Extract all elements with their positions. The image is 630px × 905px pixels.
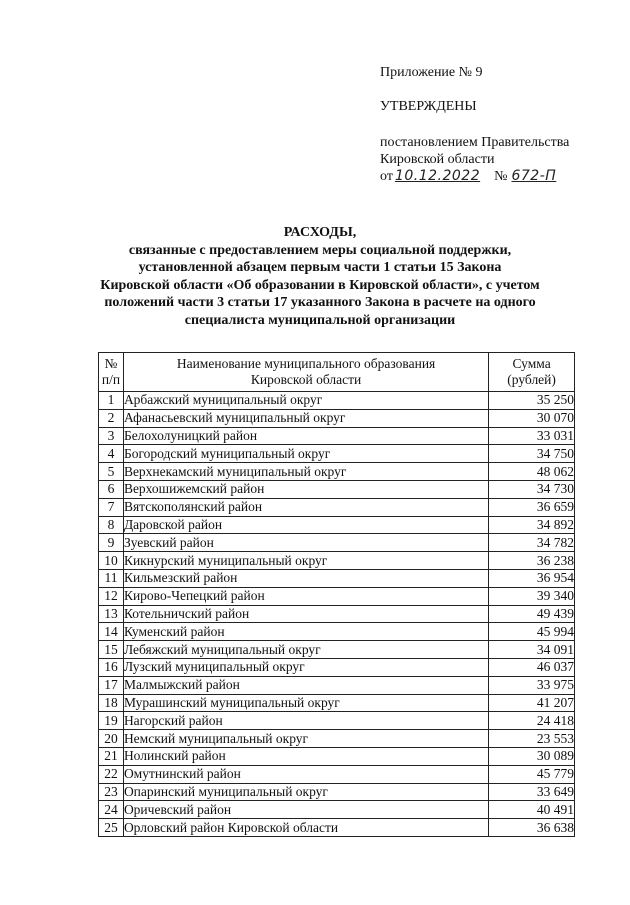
row-number: 12 — [99, 587, 124, 605]
header-num-line-1: № — [104, 356, 118, 371]
row-number: 2 — [99, 409, 124, 427]
row-municipality: Афанасьевский муниципальный округ — [123, 409, 488, 427]
row-sum: 39 340 — [489, 587, 575, 605]
row-sum: 36 238 — [489, 552, 575, 570]
row-number: 8 — [99, 516, 124, 534]
row-sum: 40 491 — [489, 801, 575, 819]
decree-block — [380, 134, 569, 185]
document-title — [60, 224, 580, 330]
row-sum: 30 089 — [489, 747, 575, 765]
title-line-2: установленной абзацем первым части 1 статьи 15 Закона — [138, 260, 502, 276]
row-municipality: Котельничский район — [123, 605, 488, 623]
row-number: 4 — [99, 445, 124, 463]
row-sum: 48 062 — [489, 463, 575, 481]
header-num-line-2: п/п — [101, 372, 121, 387]
table-row — [99, 480, 575, 498]
table-row — [99, 409, 575, 427]
row-municipality: Кильмезский район — [123, 569, 488, 587]
row-number: 18 — [99, 694, 124, 712]
title-line-1: связанные с предоставлением меры социальной поддержки, — [128, 242, 512, 258]
table-row — [99, 730, 575, 748]
decree-line-2: Кировской области — [380, 152, 495, 167]
handwritten-number: 672-П — [511, 168, 557, 184]
row-municipality: Белохолуницкий район — [123, 427, 488, 445]
header-name — [123, 353, 488, 392]
table-row — [99, 569, 575, 587]
table-row — [99, 445, 575, 463]
header-name-line-1: Наименование муниципального образования — [176, 356, 436, 371]
row-sum: 41 207 — [489, 694, 575, 712]
row-sum: 33 031 — [489, 427, 575, 445]
row-sum: 34 091 — [489, 641, 575, 659]
row-sum: 30 070 — [489, 409, 575, 427]
row-number: 24 — [99, 801, 124, 819]
row-number: 6 — [99, 480, 124, 498]
row-sum: 33 649 — [489, 783, 575, 801]
table-row — [99, 534, 575, 552]
table-row — [99, 587, 575, 605]
header-sum-line-2: (рублей) — [507, 372, 556, 387]
row-municipality: Верхнекамский муниципальный округ — [123, 463, 488, 481]
row-municipality: Кикнурский муниципальный округ — [123, 552, 488, 570]
row-number: 10 — [99, 552, 124, 570]
row-number: 23 — [99, 783, 124, 801]
row-municipality: Лузский муниципальный округ — [123, 658, 488, 676]
row-sum: 34 730 — [489, 480, 575, 498]
row-municipality: Зуевский район — [123, 534, 488, 552]
row-number: 5 — [99, 463, 124, 481]
row-municipality: Нолинский район — [123, 747, 488, 765]
row-number: 20 — [99, 730, 124, 748]
row-municipality: Опаринский муниципальный округ — [123, 783, 488, 801]
row-municipality: Оричевский район — [123, 801, 488, 819]
title-line-3: Кировской области «Об образовании в Кировской области», с учетом — [100, 277, 540, 293]
approved-label: УТВЕРЖДЕНЫ — [380, 99, 477, 114]
handwritten-date: 10.12.2022 — [394, 168, 481, 184]
row-municipality: Мурашинский муниципальный округ — [123, 694, 488, 712]
row-sum: 36 659 — [489, 498, 575, 516]
row-municipality: Нагорский район — [123, 712, 488, 730]
table-header-row — [99, 353, 575, 392]
table-row — [99, 658, 575, 676]
row-municipality: Вятскополянский район — [123, 498, 488, 516]
row-number: 19 — [99, 712, 124, 730]
row-municipality: Лебяжский муниципальный округ — [123, 641, 488, 659]
row-sum: 49 439 — [489, 605, 575, 623]
table-row — [99, 694, 575, 712]
row-number: 16 — [99, 658, 124, 676]
decree-date-line — [380, 168, 569, 185]
table-row — [99, 712, 575, 730]
table-row — [99, 819, 575, 837]
row-number: 13 — [99, 605, 124, 623]
title-line-5: специалиста муниципальной организации — [184, 312, 456, 328]
date-prefix: от — [380, 169, 393, 184]
row-sum: 45 994 — [489, 623, 575, 641]
row-number: 14 — [99, 623, 124, 641]
expenses-table — [98, 352, 575, 837]
table-row — [99, 552, 575, 570]
row-number: 7 — [99, 498, 124, 516]
row-number: 25 — [99, 819, 124, 837]
row-number: 9 — [99, 534, 124, 552]
row-number: 11 — [99, 569, 124, 587]
table-row — [99, 463, 575, 481]
row-number: 21 — [99, 747, 124, 765]
row-municipality: Омутнинский район — [123, 765, 488, 783]
row-sum: 45 779 — [489, 765, 575, 783]
row-sum: 36 954 — [489, 569, 575, 587]
row-sum: 34 782 — [489, 534, 575, 552]
row-municipality: Верхошижемский район — [123, 480, 488, 498]
table-row — [99, 641, 575, 659]
table-row — [99, 427, 575, 445]
annex-label: Приложение № 9 — [380, 65, 483, 80]
row-number: 22 — [99, 765, 124, 783]
header-name-line-2: Кировской области — [250, 372, 362, 387]
row-sum: 33 975 — [489, 676, 575, 694]
header-num — [99, 353, 124, 392]
decree-line-1: постановлением Правительства — [380, 135, 570, 150]
row-municipality: Арбажский муниципальный округ — [123, 392, 488, 410]
table-row — [99, 783, 575, 801]
table-row — [99, 498, 575, 516]
header-sum-line-1: Сумма — [512, 356, 551, 371]
table-row — [99, 765, 575, 783]
table-row — [99, 516, 575, 534]
row-number: 15 — [99, 641, 124, 659]
row-municipality: Богородский муниципальный округ — [123, 445, 488, 463]
table-row — [99, 676, 575, 694]
row-municipality: Немский муниципальный округ — [123, 730, 488, 748]
table-row — [99, 605, 575, 623]
row-municipality: Даровской район — [123, 516, 488, 534]
row-number: 17 — [99, 676, 124, 694]
row-sum: 23 553 — [489, 730, 575, 748]
table-row — [99, 392, 575, 410]
row-sum: 36 638 — [489, 819, 575, 837]
title-main: РАСХОДЫ, — [283, 225, 357, 240]
number-prefix: № — [494, 169, 508, 184]
table-row — [99, 623, 575, 641]
row-municipality: Орловский район Кировской области — [123, 819, 488, 837]
row-sum: 46 037 — [489, 658, 575, 676]
row-number: 1 — [99, 392, 124, 410]
row-municipality: Кирово-Чепецкий район — [123, 587, 488, 605]
title-line-4: положений части 3 статьи 17 указанного Закона в расчете на одного — [104, 295, 536, 311]
row-sum: 34 892 — [489, 516, 575, 534]
row-municipality: Куменский район — [123, 623, 488, 641]
header-sum — [489, 353, 575, 392]
row-sum: 35 250 — [489, 392, 575, 410]
table-row — [99, 801, 575, 819]
row-municipality: Малмыжский район — [123, 676, 488, 694]
row-sum: 24 418 — [489, 712, 575, 730]
row-sum: 34 750 — [489, 445, 575, 463]
table-row — [99, 747, 575, 765]
row-number: 3 — [99, 427, 124, 445]
